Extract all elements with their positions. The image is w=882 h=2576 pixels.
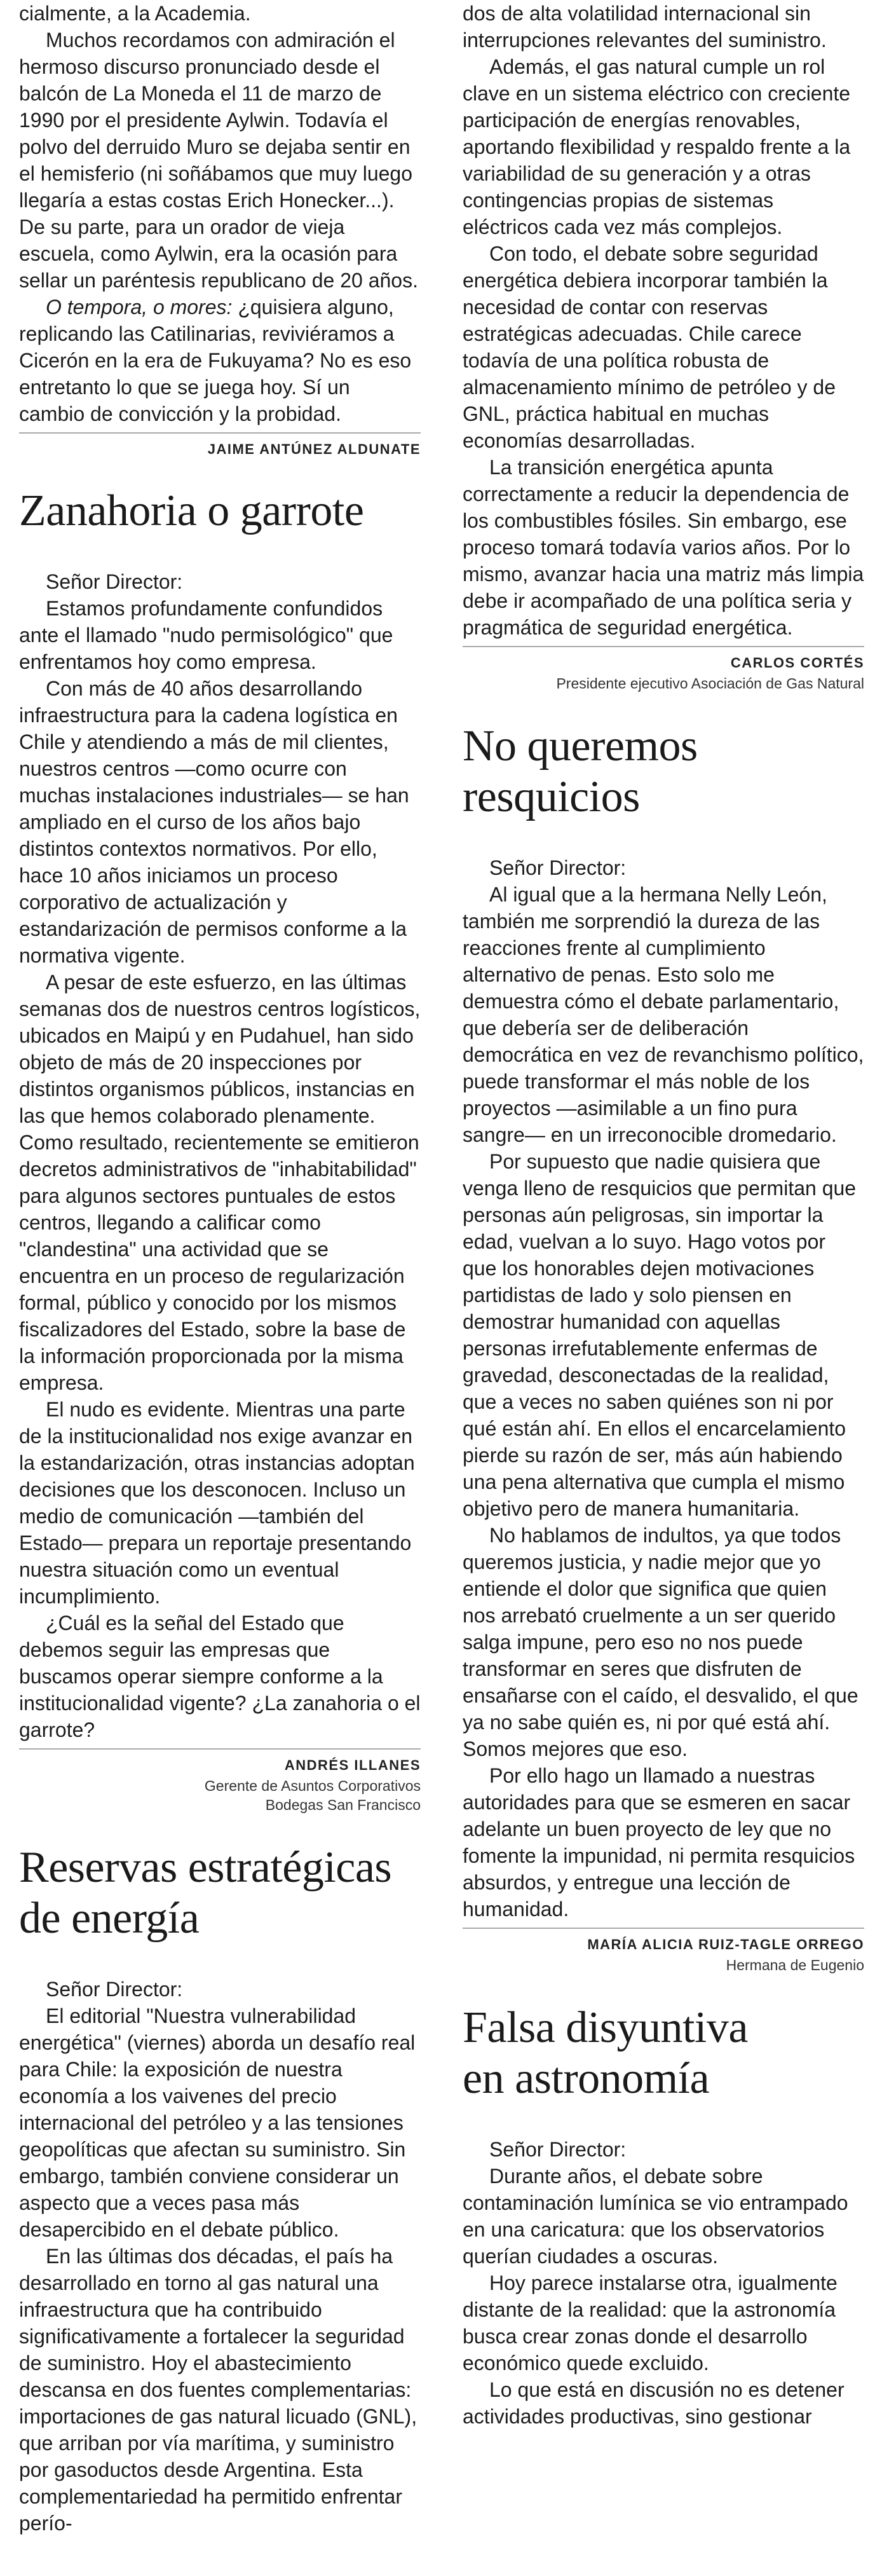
paragraph: Estamos profundamente confundidos ante el llamado "nudo permisológico" que enfrentamos hoy como empresa. <box>19 597 393 673</box>
letter-aylwin-tail <box>19 0 421 460</box>
paragraph: A pesar de este esfuerzo, en las últimas semanas dos de nuestros centros logísticos, ubicados en Maipú y en Pudahuel, han sido objeto de más de 20 inspecciones por distintos organismos públicos, instancias en las que hemos colaborado plenamente. Como resultado, recientemente se emitieron decretos administrativos de "inhabitabilidad" para algunos sectores puntuales de estos centros, llegando a calificar como "clandestina" una actividad que se encuentra en un proceso de regularización formal, público y conocido por los mismos fiscalizadores del Estado, sobre la base de la información proporcionada por la misma empresa. <box>19 971 421 1394</box>
signature: CARLOS CORTÉS <box>730 655 864 671</box>
paragraph: Por supuesto que nadie quisiera que venga lleno de resquicios que permitan que personas aún peligrosas, sin importar la edad, vuelvan a lo suyo. Hago votos por que los honorables dejen motivaciones partidistas de lado y solo piensen en demostrar humanidad con aquellas personas irrefutablemente enfermas de gravedad, desconectadas de la realidad, que a veces no saben quiénes son ni por qué están ahí. En ellos el encarcelamiento pierde su razón de ser, más aún habiendo una pena alternativa que cumpla el mismo objetivo pero de manera humanitaria. <box>463 1150 857 1520</box>
salutation: Señor Director: <box>489 856 627 879</box>
letter-headline <box>463 721 864 823</box>
signature-title: Hermana de Eugenio <box>726 1957 864 1973</box>
salutation: Señor Director: <box>46 570 183 593</box>
letter-headline <box>463 2003 864 2104</box>
paragraph <box>19 294 421 427</box>
salutation: Señor Director: <box>46 1978 183 2001</box>
paragraph: No hablamos de indultos, ya que todos queremos justicia, y nadie mejor que yo entiende el dolor que significa que quien nos arrebató cruelmente a un ser querido salga impune, pero eso no nos puede transformar en seres que disfruten de ensañarse con el caído, el desvalido, el que ya no sabe quién es, ni por qué está ahí. Somos mejores que eso. <box>463 1524 858 1760</box>
italic-lead: O tempora, o mores: <box>46 296 233 319</box>
paragraph: En las últimas dos décadas, el país ha desarrollado en torno al gas natural una infraestructura que ha contribuido significativamente a fortalecer la seguridad de suministro. Hoy el abastecimiento descansa en dos fuentes complementarias: importaciones de gas natural licuado (GNL), que arriban por vía marítima, y suministro por gasoductos desde Argentina. Esta complementariedad ha permitido enfrentar perío- <box>19 2245 417 2535</box>
salutation: Señor Director: <box>489 2138 627 2161</box>
headline-line: en astronomía <box>463 2054 710 2103</box>
paragraph: dos de alta volatilidad internacional sin interrupciones relevantes del suministro. <box>463 2 827 51</box>
signature-title: Bodegas San Francisco <box>265 1797 421 1813</box>
paragraph: El nudo es evidente. Mientras una parte de la institucionalidad nos exige avanzar en la estandarización, otras instancias adoptan decisiones que los desconocen. Incluso un medio de comunicación —también del Estado— prepara un reportaje presentando nuestra situación como un eventual incumplimiento. <box>19 1398 415 1608</box>
left-column <box>19 0 421 2537</box>
signature: JAIME ANTÚNEZ ALDUNATE <box>207 441 421 457</box>
letter-zanahoria <box>19 486 421 1814</box>
headline-line: de energía <box>19 1894 200 1943</box>
headline-line: Falsa disyuntiva <box>463 2003 748 2052</box>
headline-line: resquicios <box>463 772 640 821</box>
letter-headline: Zanahoria o garrote <box>19 486 364 535</box>
paragraph: El editorial "Nuestra vulnerabilidad energética" (viernes) aborda un desafío real para Chile: la exposición de nuestra economía a los vaivenes del precio internacional del petróleo y a las tensiones geopolíticas que afectan su suministro. Sin embargo, también conviene considerar un aspecto que a veces pasa más desapercibido en el debate público. <box>19 2004 416 2241</box>
paragraph: Al igual que a la hermana Nelly León, también me sorprendió la dureza de las reacciones frente al cumplimiento alternativo de penas. Esto solo me demuestra cómo el debate parlamentario, que debería ser de deliberación democrática en vez de revanchismo político, puede transformar el más noble de los proyectos —asimilable a un fino pura sangre— en un irreconocible dromedario. <box>463 883 864 1146</box>
signature-rule <box>463 1928 864 1929</box>
paragraph: Por ello hago un llamado a nuestras autoridades para que se esmeren en sacar adelante un buen proyecto de ley que no fomente la impunidad, ni permita resquicios absurdos, y entregue una lección de humanidad. <box>463 1764 855 1921</box>
signature-title: Gerente de Asuntos Corporativos <box>204 1778 421 1794</box>
paragraph: Lo que está en discusión no es detener actividades productivas, sino gestionar <box>463 2378 845 2428</box>
paragraph: La transición energética apunta correctamente a reducir la dependencia de los combustibles fósiles. Sin embargo, ese proceso tomará todavía varios años. Por lo mismo, avanzar hacia una matriz más limpia debe ir acompañado de una política seria y pragmática de seguridad energética. <box>463 456 864 639</box>
signature-rule <box>463 646 864 647</box>
paragraph: ¿Cuál es la señal del Estado que debemos seguir las empresas que buscamos operar siempre conforme a la institucionalidad vigente? ¿La zanahoria o el garrote? <box>19 1612 421 1741</box>
letter-headline <box>19 1842 421 1944</box>
signature: ANDRÉS ILLANES <box>284 1757 421 1773</box>
paragraph-text: ¿quisiera alguno, replicando las Catilinarias, reviviéramos a Cicerón en la era de Fukuyama? No es eso entretanto lo que se juega hoy. Sí un cambio de convicción y la probidad. <box>19 296 412 425</box>
letter-astronomia <box>463 2003 864 2430</box>
signature-rule <box>19 432 421 434</box>
paragraph: Con más de 40 años desarrollando infraestructura para la cadena logística en Chile y atendiendo a más de mil clientes, nuestros centros —como ocurre con muchas instalaciones industriales— se han ampliado en el curso de los años bajo distintos contextos normativos. Por ello, hace 10 años iniciamos un proceso corporativo de actualización y estandarización de permisos conforme a la normativa vigente. <box>19 677 409 967</box>
headline-line: No queremos <box>463 722 698 771</box>
signature-title: Presidente ejecutivo Asociación de Gas Natural <box>556 675 864 692</box>
letter-resquicios <box>463 721 864 1975</box>
paragraph: Muchos recordamos con admiración el hermoso discurso pronunciado desde el balcón de La Moneda el 11 de marzo de 1990 por el presidente Aylwin. Todavía el polvo del derruido Muro se dejaba sentir en el hemisferio (ni soñábamos que muy luego llegaría a estas costas Erich Honecker...). De su parte, para un orador de vieja escuela, como Aylwin, era la ocasión para sellar un paréntesis republicano de 20 años. <box>19 29 418 292</box>
letter-reservas-continued <box>463 0 864 693</box>
paragraph: cialmente, a la Academia. <box>19 2 251 25</box>
paragraph: Con todo, el debate sobre seguridad energética debiera incorporar también la necesidad de contar con reservas estratégicas adecuadas. Chile carece todavía de una política robusta de almacenamiento mínimo de petróleo y de GNL, práctica habitual en muchas economías desarrolladas. <box>463 242 836 452</box>
signature: MARÍA ALICIA RUIZ-TAGLE ORREGO <box>587 1936 864 1952</box>
signature-rule <box>19 1748 421 1750</box>
right-column <box>463 0 864 2430</box>
headline-line: Reservas estratégicas <box>19 1843 392 1892</box>
paragraph: Hoy parece instalarse otra, igualmente distante de la realidad: que la astronomía busca crear zonas donde el desarrollo económico quede excluido. <box>463 2271 838 2374</box>
paragraph: Durante años, el debate sobre contaminación lumínica se vio entrampado en una caricatura: que los observatorios querían ciudades a oscuras. <box>463 2165 848 2268</box>
paragraph: Además, el gas natural cumple un rol clave en un sistema eléctrico con creciente participación de energías renovables, aportando flexibilidad y respaldo frente a la variabilidad de su generación y a otras contingencias propias de sistemas eléctricos cada vez más complejos. <box>463 55 851 238</box>
letter-reservas <box>19 1842 421 2537</box>
